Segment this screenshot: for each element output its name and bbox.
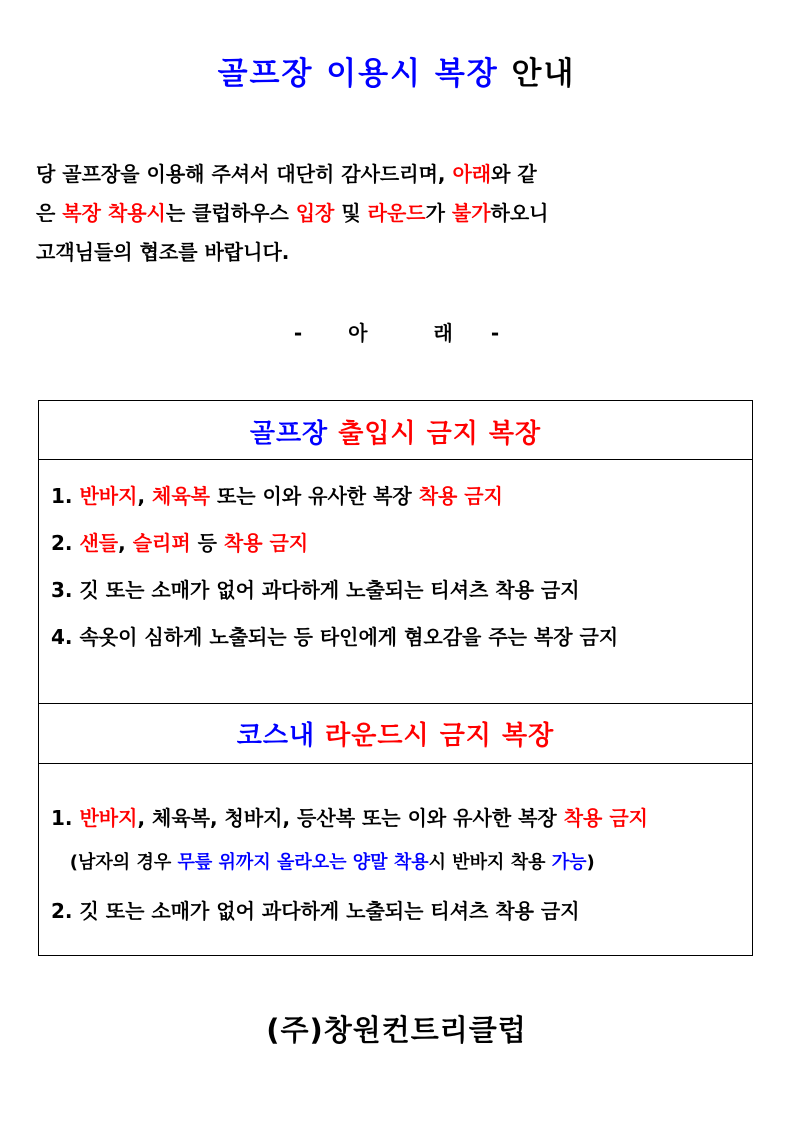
section-1-title-place: 골프장 <box>249 419 329 449</box>
text-run: 불가 <box>451 201 491 225</box>
text-run: 고객님들의 협조를 바랍니다. <box>36 240 290 264</box>
text-run: 착용 금지 <box>223 531 309 555</box>
text-run: 가 <box>425 201 452 225</box>
below-heading-rae: 래 <box>433 321 453 345</box>
below-heading-dash-right: - <box>490 321 500 345</box>
text-run: 하오니 <box>490 201 549 225</box>
text-run: 1. <box>51 806 80 830</box>
below-heading-dash-left: - <box>293 321 303 345</box>
section-1-title <box>39 413 752 450</box>
intro-paragraph <box>36 155 766 272</box>
section-2-item <box>51 802 746 831</box>
text-run: , <box>118 531 133 555</box>
section-2-title-rest: 라운드시 금지 복장 <box>315 721 555 751</box>
text-run: (남자의 경우 <box>51 852 178 873</box>
text-run: 복장 착용시 <box>62 201 166 225</box>
intro-line-2 <box>36 194 766 233</box>
text-run: 2. 깃 또는 소매가 없어 과다하게 노출되는 티셔츠 착용 금지 <box>51 899 580 923</box>
text-run: 가능 <box>551 852 587 873</box>
section-1-item <box>51 621 746 650</box>
text-run: 무릎 위까지 올라오는 양말 착용 <box>177 852 429 873</box>
text-run: 2. <box>51 531 80 555</box>
text-run: 등 <box>190 531 224 555</box>
text-run: 1. <box>51 484 80 508</box>
page-title-suffix: 안내 <box>498 56 576 92</box>
intro-line-1 <box>36 155 766 194</box>
text-run: , <box>137 484 153 508</box>
section-2-title-place: 코스내 <box>236 721 316 751</box>
text-run: 착용 금지 <box>418 484 503 508</box>
text-run: 당 골프장을 이용해 주셔서 대단히 감사드리며, <box>36 162 453 186</box>
text-run: 반바지 <box>79 484 138 508</box>
section-1-title-rest: 출입시 금지 복장 <box>328 419 542 449</box>
below-heading <box>0 317 793 346</box>
text-run: 4. 속옷이 심하게 노출되는 등 타인에게 혐오감을 주는 복장 금지 <box>51 625 619 649</box>
company-name: (주)창원컨트리클럽 <box>266 1013 527 1047</box>
section-1-item <box>51 527 746 556</box>
section-1-item <box>51 480 746 509</box>
text-run: 시 반바지 착용 <box>428 852 552 873</box>
text-run: 라운드 <box>367 201 426 225</box>
text-run: 체육복 <box>152 484 210 508</box>
text-run: 또는 이와 유사한 복장 <box>209 484 419 508</box>
section-divider <box>39 703 752 704</box>
text-run: 3. 깃 또는 소매가 없어 과다하게 노출되는 티셔츠 착용 금지 <box>51 578 580 602</box>
section-2-item-note <box>51 848 746 874</box>
text-run: 샌들 <box>79 531 119 555</box>
text-run: 착용 금지 <box>563 806 648 830</box>
section-2-title-divider <box>39 763 752 764</box>
section-2-item <box>51 895 746 924</box>
text-run: 입장 <box>295 201 335 225</box>
text-run: 은 <box>36 201 63 225</box>
text-run: 및 <box>334 201 368 225</box>
dress-code-table <box>38 400 753 956</box>
text-run: 반바지 <box>79 806 138 830</box>
below-heading-a: 아 <box>348 321 368 345</box>
text-run: ) <box>586 852 595 873</box>
section-2-title <box>39 715 752 752</box>
text-run: 아래 <box>452 162 492 186</box>
section-1-title-divider <box>39 459 752 460</box>
section-1-item <box>51 574 746 603</box>
text-run: 슬리퍼 <box>132 531 191 555</box>
text-run: , 체육복, 청바지, 등산복 또는 이와 유사한 복장 <box>137 806 564 830</box>
page-title-main: 골프장 이용시 복장 <box>217 56 499 92</box>
intro-line-3 <box>36 233 766 272</box>
page-title <box>0 48 793 93</box>
text-run: 는 클럽하우스 <box>165 201 296 225</box>
text-run: 와 같 <box>491 162 537 186</box>
